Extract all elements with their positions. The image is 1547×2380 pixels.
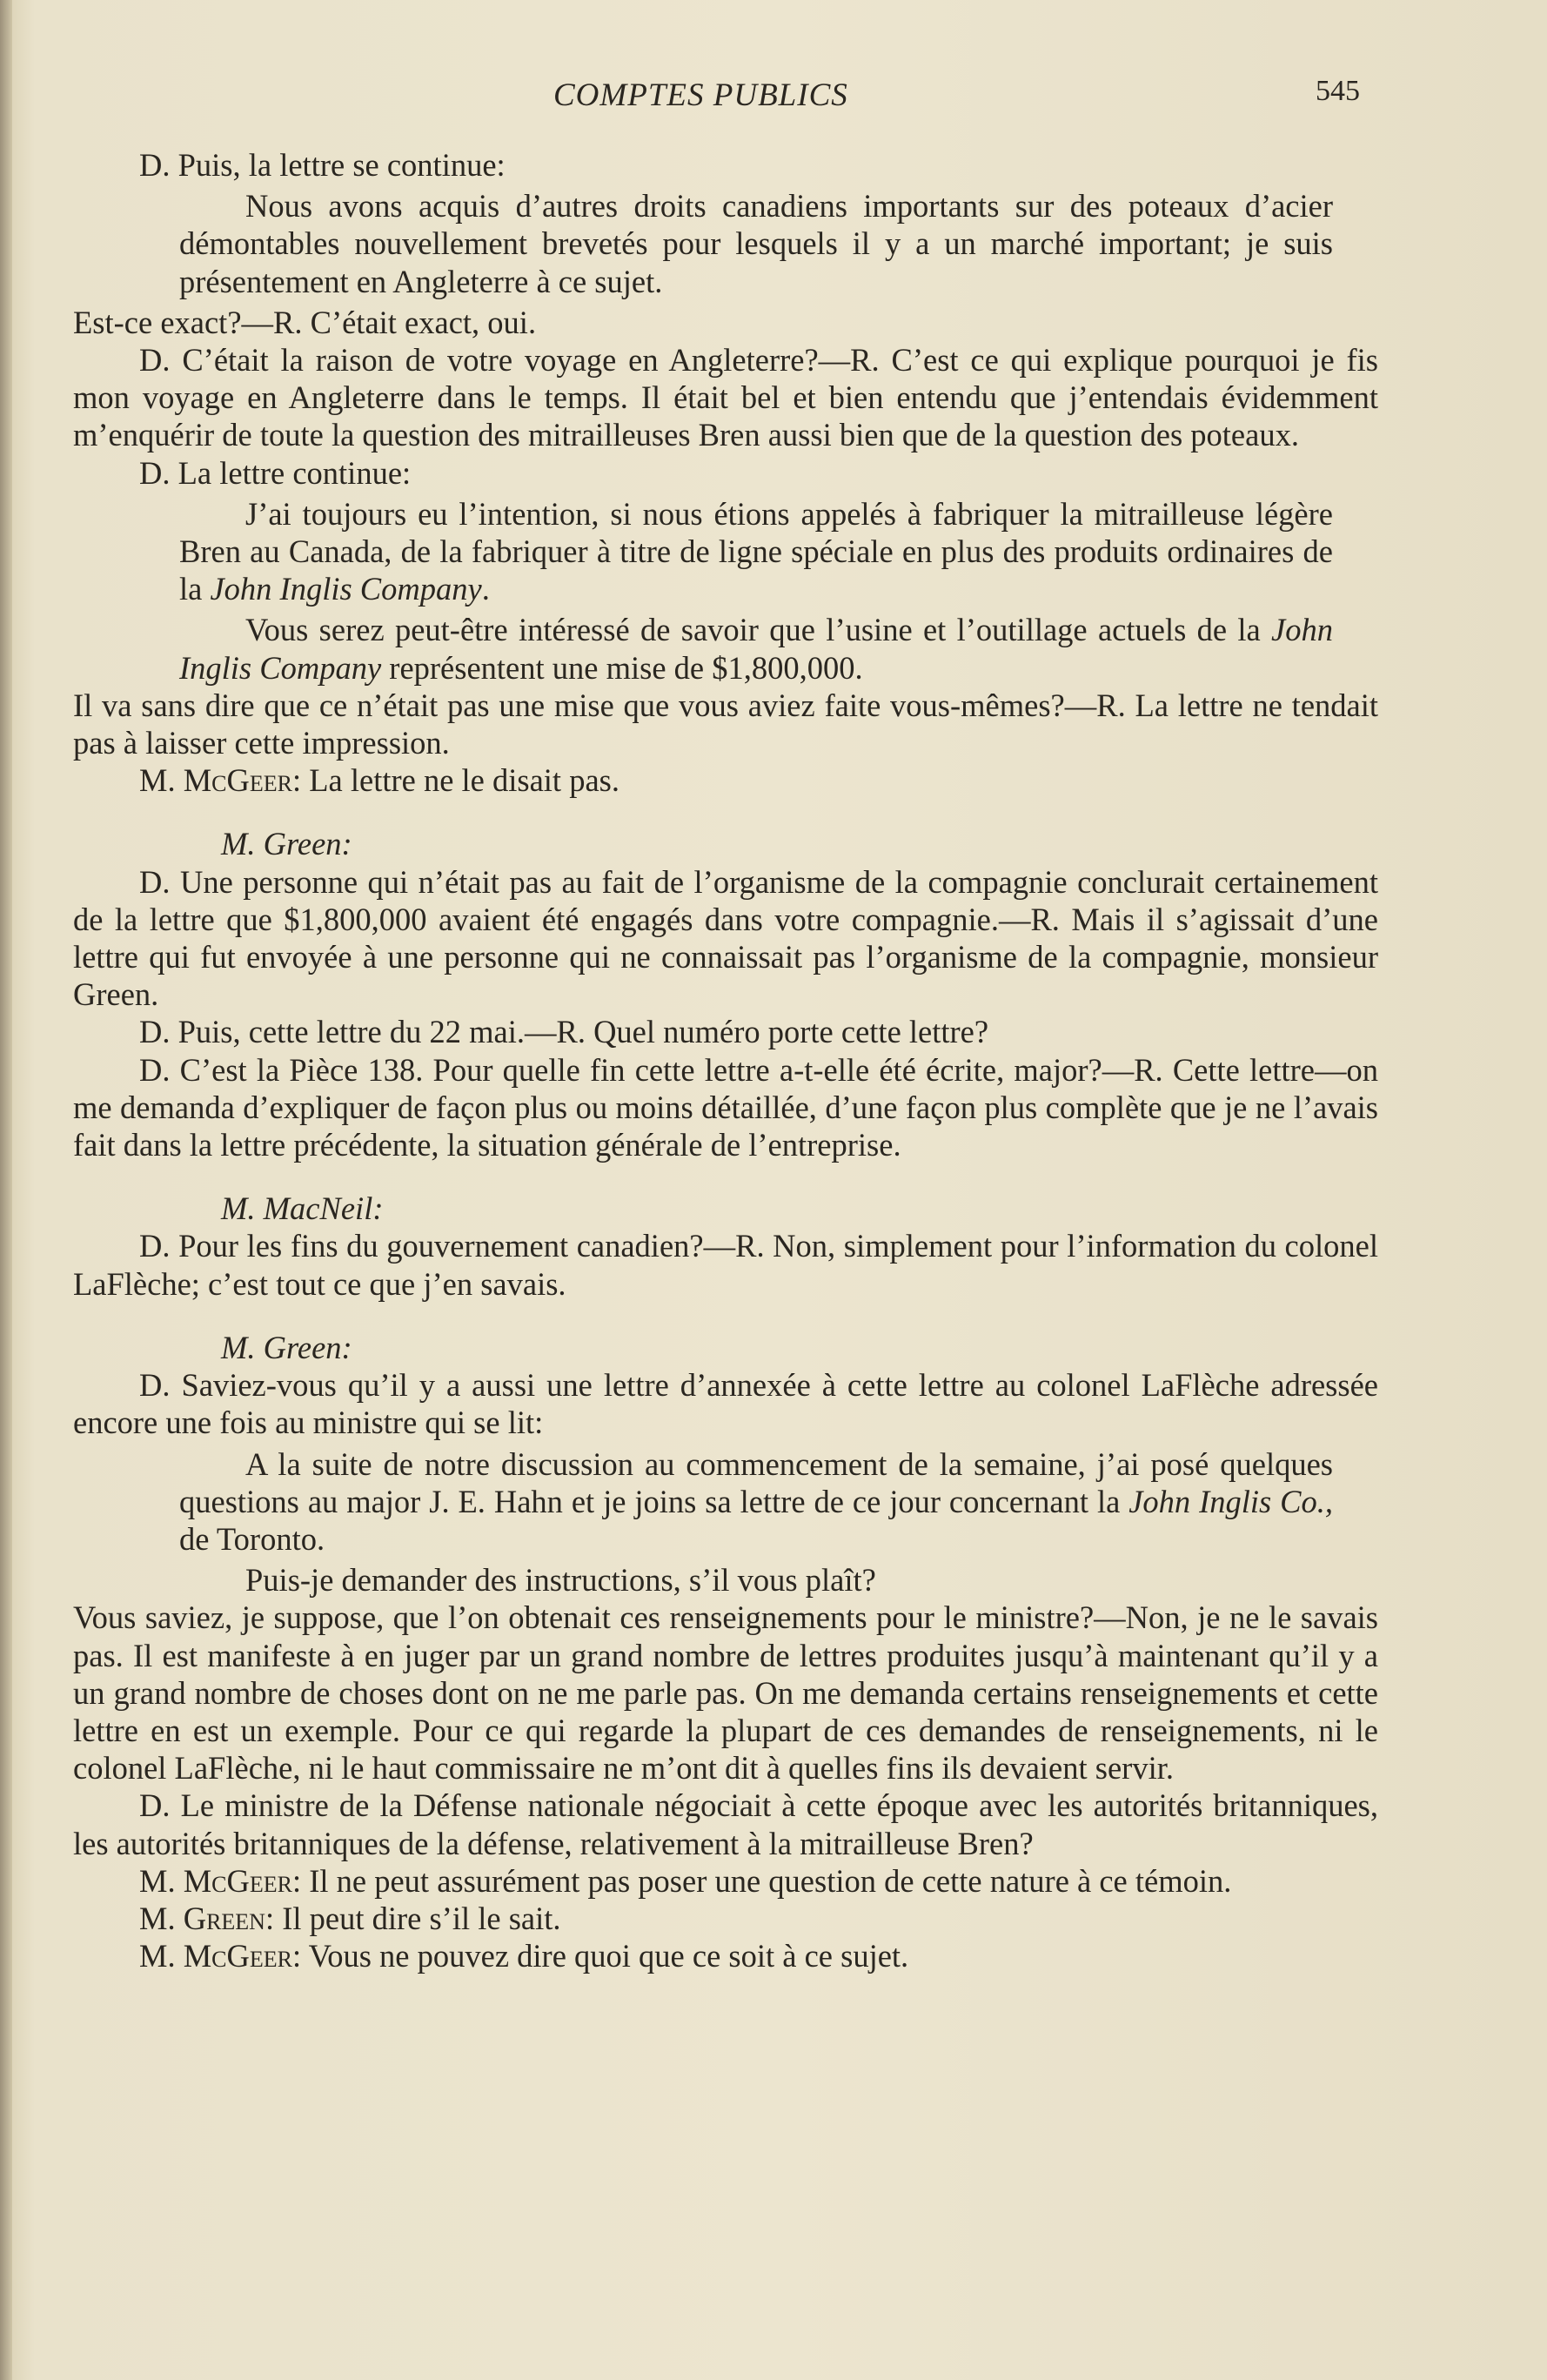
speaker-heading: M. Green: bbox=[221, 826, 352, 862]
company-name: John Inglis Co., bbox=[1128, 1483, 1334, 1519]
running-title: COMPTES PUBLICS bbox=[553, 77, 848, 113]
paragraph: Vous saviez, je suppose, que l’on obtenait ces renseignements pour le ministre?—Non, je ne le savais pas. Il est manifeste à en juger par un grand nombre de lettres produites jusqu’à maintenant qu’il y a un grand nombre de choses dont on ne me parle pas. On me demanda certains renseignements et cette lettre en est un exemple. Pour ce qui regarde la plupart de ces demandes de renseignements, ni le colonel LaFlèche, ni le haut commissaire ne m’ont dit à quelles fins ils devaient servir. bbox=[73, 1599, 1378, 1787]
company-name: John Inglis Company bbox=[210, 571, 482, 607]
page-header bbox=[0, 77, 1547, 120]
quote-text: A la suite de notre discussion au commencement de la semaine, j’ai posé quelques questions au major J. E. Hahn et je joins sa lettre de ce jour concernant la bbox=[179, 1445, 1333, 1519]
speaker-name: M. McGeer: bbox=[139, 1862, 302, 1899]
quoted-letter bbox=[179, 495, 1333, 608]
speaker-paragraph bbox=[73, 1900, 1378, 1937]
speaker-paragraph bbox=[73, 761, 1378, 799]
speaker-heading: M. MacNeil: bbox=[221, 1190, 384, 1227]
paragraph: D. La lettre continue: bbox=[139, 454, 412, 491]
speech-text: Il peut dire s’il le sait. bbox=[282, 1900, 561, 1936]
binding-edge bbox=[0, 0, 12, 2380]
quoted-letter: Puis-je demander des instructions, s’il vous plaît? bbox=[245, 1562, 876, 1599]
paragraph: D. Pour les fins du gouvernement canadien?—R. Non, simplement pour l’information du colonel LaFlèche; c’est tout ce que j’en savais. bbox=[73, 1228, 1378, 1302]
paragraph: Est-ce exact?—R. C’était exact, oui. bbox=[73, 304, 537, 340]
paragraph: D. Puis, la lettre se continue: bbox=[139, 147, 506, 183]
speaker-name: M. McGeer: bbox=[139, 762, 302, 799]
quote-text: de Toronto. bbox=[179, 1520, 325, 1557]
company-name: John Inglis Company bbox=[179, 612, 1333, 686]
quoted-letter: Nous avons acquis d’autres droits canadiens importants sur des poteaux d’acier démontables nouvellement brevetés pour lesquels il y a un marché important; je suis présentement en Angleterre à ce sujet. bbox=[179, 188, 1333, 299]
paragraph: D. C’est la Pièce 138. Pour quelle fin cette lettre a-t-elle été écrite, major?—R. Cette lettre—on me demanda d’expliquer de façon plus ou moins détaillée, d’une façon plus complète que je ne l’avais fait dans la lettre précédente, la situation générale de l’entreprise. bbox=[73, 1051, 1378, 1163]
body-text bbox=[73, 146, 1378, 1974]
speech-text: La lettre ne le disait pas. bbox=[309, 762, 619, 799]
paragraph: D. Saviez-vous qu’il y a aussi une lettre d’annexée à cette lettre au colonel LaFlèche adressée encore une fois au ministre qui se lit: bbox=[73, 1367, 1378, 1441]
quote-text: représentent une mise de $1,800,000. bbox=[389, 649, 863, 686]
speaker-paragraph bbox=[73, 1862, 1378, 1900]
paragraph: D. Puis, cette lettre du 22 mai.—R. Quel numéro porte cette lettre? bbox=[139, 1014, 989, 1050]
speaker-name: M. Green: bbox=[139, 1900, 275, 1936]
quoted-letter bbox=[179, 611, 1333, 686]
speaker-paragraph bbox=[73, 1937, 1378, 1974]
speaker-name: M. McGeer: bbox=[139, 1938, 302, 1974]
speech-text: Il ne peut assurément pas poser une question de cette nature à ce témoin. bbox=[309, 1862, 1232, 1899]
quote-text: J’ai toujours eu l’intention, si nous étions appelés à fabriquer la mitrailleuse légère Bren au Canada, de la fabriquer à titre de ligne spéciale en plus des produits ordinaires de la bbox=[179, 495, 1333, 607]
paragraph: Il va sans dire que ce n’était pas une mise que vous aviez faite vous-mêmes?—R. La lettre ne tendait pas à laisser cette impression. bbox=[73, 687, 1378, 761]
quote-text: . bbox=[481, 571, 490, 607]
paragraph: D. Le ministre de la Défense nationale négociait à cette époque avec les autorités britanniques, les autorités britanniques de la défense, relativement à la mitrailleuse Bren? bbox=[73, 1787, 1378, 1861]
page-number: 545 bbox=[1316, 75, 1360, 107]
speaker-heading: M. Green: bbox=[221, 1329, 352, 1365]
speech-text: Vous ne pouvez dire quoi que ce soit à ce sujet. bbox=[308, 1938, 909, 1974]
quote-text: Vous serez peut-être intéressé de savoir que l’usine et l’outillage actuels de la bbox=[245, 612, 1261, 648]
paragraph: D. C’était la raison de votre voyage en Angleterre?—R. C’est ce qui explique pourquoi je fis mon voyage en Angleterre dans le temps. Il était bel et bien entendu que j’entendais évidemment m’enquérir de toute la question des mitrailleuses Bren aussi bien que de la question des poteaux. bbox=[73, 342, 1378, 453]
quoted-letter bbox=[179, 1445, 1333, 1559]
paragraph: D. Une personne qui n’était pas au fait de l’organisme de la compagnie conclurait certainement de la lettre que $1,800,000 avaient été engagés dans votre compagnie.—R. Mais il s’agissait d’une lettre qui fut envoyée à une personne qui ne connaissait pas l’organisme de la compagnie, monsieur Green. bbox=[73, 863, 1378, 1013]
